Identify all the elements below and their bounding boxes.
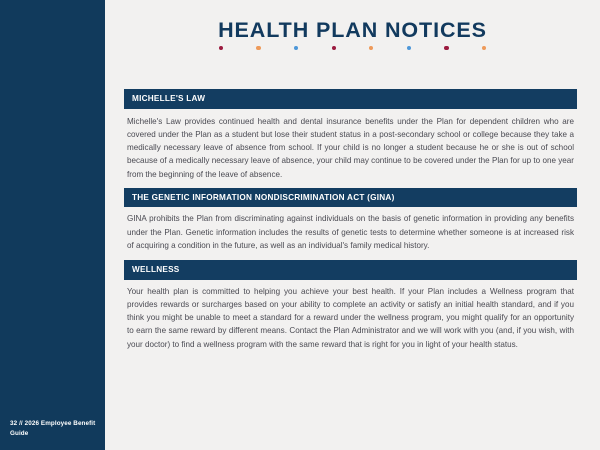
section-wellness	[124, 260, 577, 351]
dot-divider	[105, 46, 600, 50]
dot-8-icon	[482, 46, 486, 50]
dot-5-icon	[369, 46, 373, 50]
dot-2-icon	[256, 46, 260, 50]
footer-guide-name: 2026 Employee Benefit Guide	[10, 420, 96, 437]
page-title: HEALTH PLAN NOTICES	[218, 18, 487, 42]
footer-separator: //	[19, 420, 23, 427]
footer-page-number: 32	[10, 420, 18, 427]
dot-7-icon	[444, 46, 448, 50]
section-header-wellness: WELLNESS	[124, 260, 577, 280]
section-header-michelles-law: MICHELLE'S LAW	[124, 89, 577, 109]
section-body-gina: GINA prohibits the Plan from discriminating against individuals on the basis of genetic information in providing any benefits under the Plan. Genetic information includes the results of genetic tests to determine whether someone is at increased risk of acquiring a condition in the future, as well as an individual's family medical history.	[127, 214, 574, 250]
section-body-michelles-law: Michelle's Law provides continued health and dental insurance benefits under the Plan for dependent children who are covered under the Plan as a student but lose their student status in a post-secondary school or college because they take a medically necessary leave of absence from school. If your child is no longer a student because he or she is out of school because of a medically necessary leave of absence, your child may continue to be covered under the Plan for up to one year from the beginning of the leave of absence.	[127, 116, 574, 179]
content-area	[105, 0, 600, 450]
section-michelles-law	[124, 89, 577, 181]
left-sidebar	[0, 0, 105, 450]
notices-list	[124, 89, 577, 357]
dot-6-icon	[407, 46, 411, 50]
dot-1-icon	[219, 46, 223, 50]
dot-4-icon	[332, 46, 336, 50]
section-body-wellness: Your health plan is committed to helping you achieve your best health. If your Plan includes a Wellness program that provides rewards or surcharges based on your ability to complete an activity or satisfy an initial health standard, and if you think you might be unable to meet a standard for a reward under the wellness program, you might qualify for an opportunity to earn the same reward by different means. Contact the Plan Administrator and we will work with you (and, if you wish, with your doctor) to find a wellness program with the same reward that is right for you in light of your health status.	[127, 286, 574, 349]
section-header-gina: THE GENETIC INFORMATION NONDISCRIMINATION ACT (GINA)	[124, 188, 577, 208]
dot-3-icon	[294, 46, 298, 50]
footer-page-label	[10, 419, 96, 438]
section-gina	[124, 188, 577, 252]
